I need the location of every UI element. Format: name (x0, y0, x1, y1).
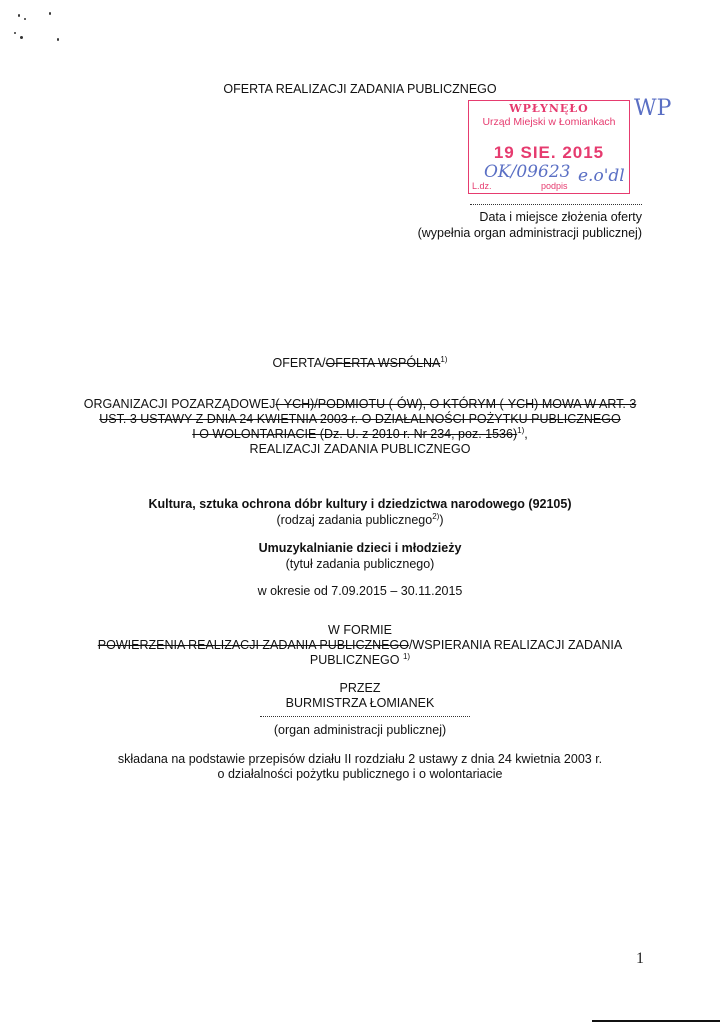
form-line-2-text: PUBLICZNEGO (309, 653, 400, 667)
offer-type-note: 1) (440, 354, 448, 364)
stamp-title: WPŁYNĘŁO (509, 102, 589, 115)
document-title: OFERTA REALIZACJI ZADANIA PUBLICZNEGO (223, 82, 497, 96)
stamp-podpis-label: podpis (541, 181, 568, 191)
form-line-2 (0, 653, 720, 668)
form-plain: /WSPIERANIA REALIZACJI ZADANIA (408, 638, 623, 652)
form-struck: POWIERZENIA REALIZACJI ZADANIA PUBLICZNEGO (97, 638, 409, 652)
authority-heading: PRZEZ (339, 681, 381, 695)
stamp-office: Urząd Miejski w Łomiankach (482, 116, 616, 128)
task-period: w okresie od 7.09.2015 – 30.11.2015 (257, 584, 463, 598)
authority-dotted-line (260, 716, 470, 717)
task-kind-caption-text: (rodzaj zadania publicznego (276, 513, 433, 527)
task-kind-caption-end: ) (439, 513, 444, 527)
stamp-initials: WP (634, 96, 672, 121)
form-note: 1) (402, 651, 411, 661)
task-title: Umuzykalnianie dzieci i młodzieży (258, 541, 462, 555)
legal-basis-line-1: składana na podstawie przepisów działu II rozdziału 2 ustawy z dnia 24 kwietnia 2003 r. (117, 752, 603, 766)
authority-caption: (organ administracji publicznej) (273, 723, 447, 737)
organization-note: 1) (517, 425, 525, 435)
task-kind: Kultura, sztuka ochrona dóbr kultury i dziedzictwa narodowego (92105) (148, 497, 572, 511)
task-title-caption: (tytuł zadania publicznego) (285, 557, 435, 571)
offer-type-struck: OFERTA WSPÓLNA (325, 356, 441, 370)
organization-plain: ORGANIZACJI POZARZĄDOWEJ (83, 397, 276, 411)
organization-struck-1: (-YCH)/PODMIOTU (-ÓW), O KTÓRYM (-YCH) MOWA W ART. 3 (275, 397, 637, 411)
form-line-1 (0, 638, 720, 653)
organization-line-2: UST. 3 USTAWY Z DNIA 24 KWIETNIA 2003 r. O DZIAŁALNOŚCI POŻYTKU PUBLICZNEGO (99, 412, 621, 426)
stamp-date: 19 SIE. 2015 (493, 143, 605, 162)
organization-line-3 (0, 427, 720, 442)
organization-struck-3: I O WOLONTARIACIE (Dz. U. z 2010 r. Nr 234, poz. 1536) (192, 427, 518, 441)
task-kind-note: 2) (432, 511, 440, 521)
authority-name: BURMISTRZA ŁOMIANEK (285, 696, 435, 710)
scan-edge-line (592, 1020, 720, 1022)
stamp-ldz-value: OK/09623 (484, 162, 571, 182)
organization-line-1 (0, 397, 720, 412)
organization-tail: , (524, 427, 528, 441)
submission-label: Data i miejsce złożenia oferty (479, 210, 642, 224)
organization-line-4: REALIZACJI ZADANIA PUBLICZNEGO (249, 442, 471, 456)
submission-dotted-line (470, 204, 642, 205)
page-number: 1 (636, 950, 644, 967)
task-kind-caption (0, 513, 720, 528)
submission-note: (wypełnia organ administracji publicznej) (417, 226, 642, 240)
stamp-ldz-label: L.dz. (472, 181, 492, 191)
form-heading: W FORMIE (328, 623, 392, 637)
legal-basis-line-2: o działalności pożytku publicznego i o wolontariacie (217, 767, 503, 781)
stamp-signature: e.o'dl (578, 166, 625, 186)
offer-type-plain: OFERTA/ (272, 356, 326, 370)
offer-type (0, 356, 720, 371)
